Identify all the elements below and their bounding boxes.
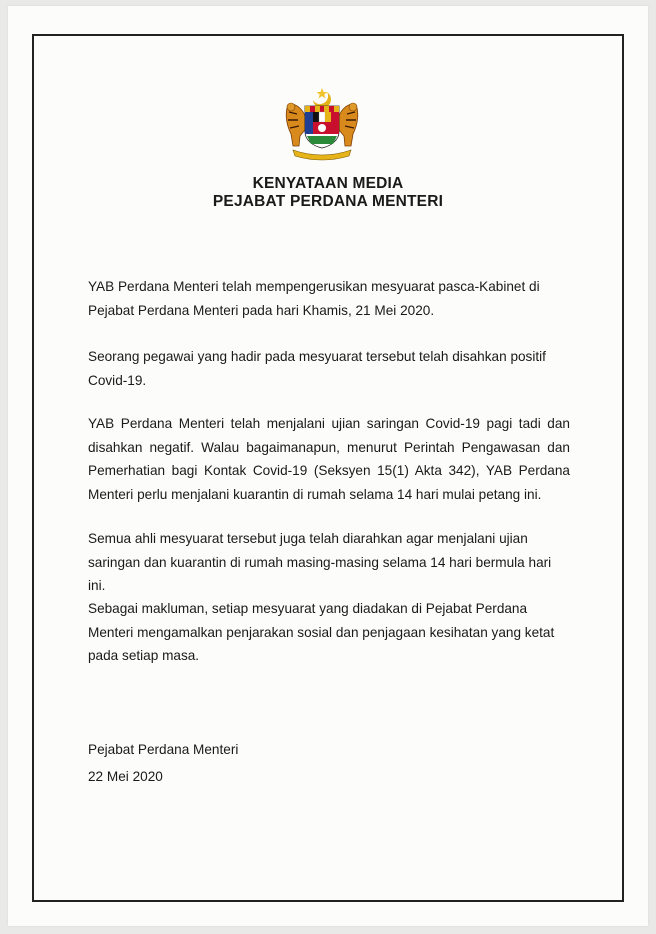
- paragraph-1: YAB Perdana Menteri telah mempengerusikan mesyuarat pasca-Kabinet di Pejabat Perdana Menteri pada hari Khamis, 21 Mei 2020.: [88, 279, 540, 318]
- paragraph-3: YAB Perdana Menteri telah menjalani ujian saringan Covid-19 pagi tadi dan disahkan negatif. Walau bagaimanapun, menurut Perintah Pengawasan dan Pemerhatian bagi Kontak Covid-19 (Seksyen 15(1) Akta 342), YAB Perdana Menteri perlu menjalani kuarantin di rumah selama 14 hari mulai petang ini.: [88, 416, 570, 502]
- malaysia-coat-of-arms-icon: [283, 86, 361, 162]
- signature-office: Pejabat Perdana Menteri: [88, 742, 239, 757]
- title-line-2: PEJABAT PERDANA MENTERI: [212, 193, 444, 210]
- signature-date: 22 Mei 2020: [88, 769, 163, 784]
- paragraph-2: Seorang pegawai yang hadir pada mesyuarat tersebut telah disahkan positif Covid-19.: [88, 349, 546, 388]
- title-line-1: KENYATAAN MEDIA: [252, 175, 404, 192]
- paragraph-5: Sebagai makluman, setiap mesyuarat yang diadakan di Pejabat Perdana Menteri mengamalkan penjarakan sosial dan penjagaan kesihatan yang ketat pada setiap masa.: [88, 601, 555, 663]
- paragraph-4: Semua ahli mesyuarat tersebut juga telah diarahkan agar menjalani ujian saringan dan kuarantin di rumah masing-masing selama 14 hari bermula hari ini.: [88, 531, 552, 593]
